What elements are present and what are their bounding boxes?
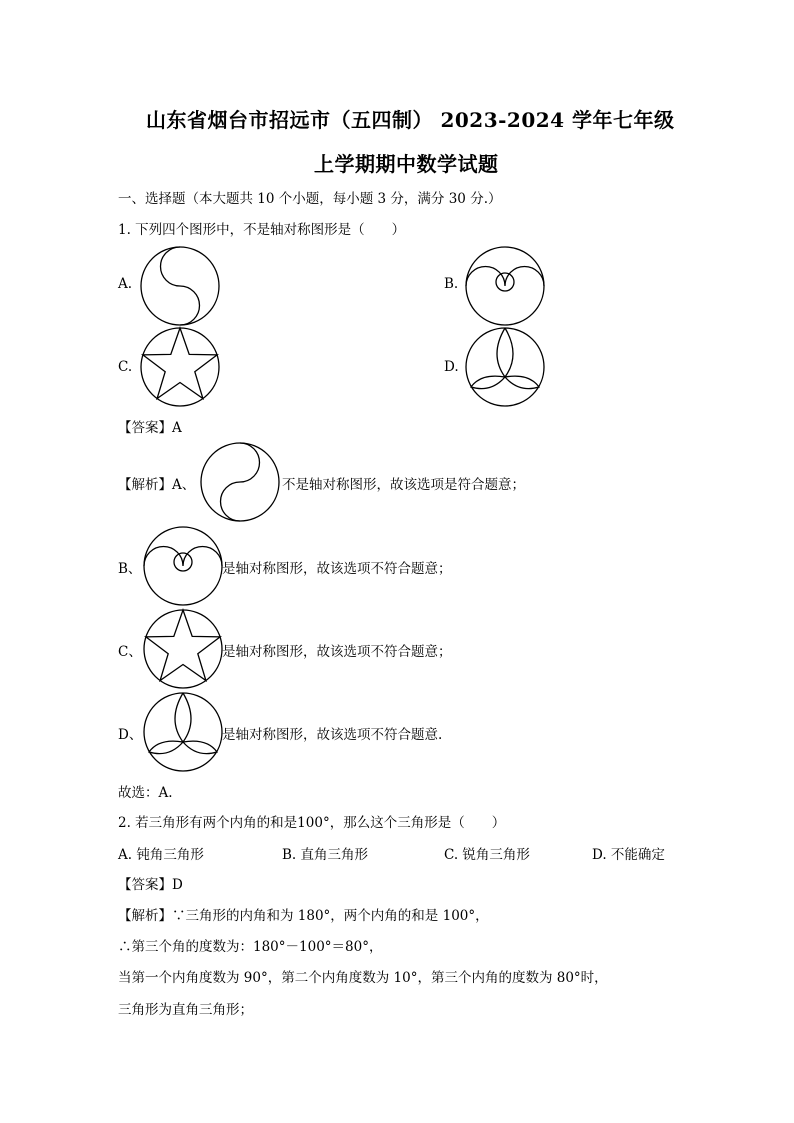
q1-analysis-d-prefix: D、 [118,727,143,743]
q2-option-d: D. 不能确定 [592,847,665,863]
q1-stem: 1. 下列四个图形中，不是轴对称图形是（ ） [118,222,406,238]
q2-option-a: A. 钝角三角形 [118,847,204,863]
q1-analysis-c-prefix: C、 [118,644,142,660]
q1-option-a-label: A. [118,276,133,292]
q1-analysis-d-text: 是轴对称图形，故该选项不符合题意. [222,727,443,743]
q1-analysis-b-prefix: B、 [118,561,142,577]
q1-analysis-c-text: 是轴对称图形，故该选项不符合题意； [222,644,452,660]
circle-with-arcs-icon [463,244,547,328]
star-in-circle-icon [138,325,222,409]
q2-analysis-line-4: 三角形为直角三角形； [118,1002,253,1018]
yin-yang-icon [138,244,222,328]
q1-option-c-label: C. [118,359,133,375]
q2-option-b: B. 直角三角形 [282,847,369,863]
q1-option-b-label: B. [444,276,459,292]
q2-analysis-line-1: 【解析】∵三角形的内角和为 180°，两个内角的和是 100°， [118,908,489,924]
star-in-circle-icon [141,607,225,691]
q1-analysis-a-text: 不是轴对称图形，故该选项是符合题意； [282,477,525,493]
yin-yang-icon [198,440,282,524]
q2-analysis-line-3: 当第一个内角度数为 90°，第二个内角度数为 10°，第三个内角的度数为 80°时， [118,970,608,986]
circle-with-arcs-icon [141,524,225,608]
q1-answer: 【答案】A [118,420,182,436]
q1-analysis-b-text: 是轴对称图形，故该选项不符合题意； [222,561,452,577]
q2-stem: 2. 若三角形有两个内角的和是100°，那么这个三角形是（ ） [118,815,506,831]
title-line-2: 上学期期中数学试题 [314,152,499,176]
trefoil-in-circle-icon [463,325,547,409]
q1-option-d-label: D. [444,359,459,375]
q2-answer: 【答案】D [118,877,183,893]
q2-analysis-line-2: ∴第三个角的度数为：180°－100°＝80°， [118,939,383,955]
q1-analysis-a-prefix: 【解析】A、 [118,477,196,493]
trefoil-in-circle-icon [141,690,225,774]
q1-conclusion: 故选：A. [118,785,173,801]
title-line-1: 山东省烟台市招远市（五四制） 2023-2024 学年七年级 [146,108,675,132]
section-heading: 一、选择题（本大题共 10 个小题，每小题 3 分，满分 30 分.） [118,191,502,207]
q2-option-c: C. 锐角三角形 [444,847,530,863]
